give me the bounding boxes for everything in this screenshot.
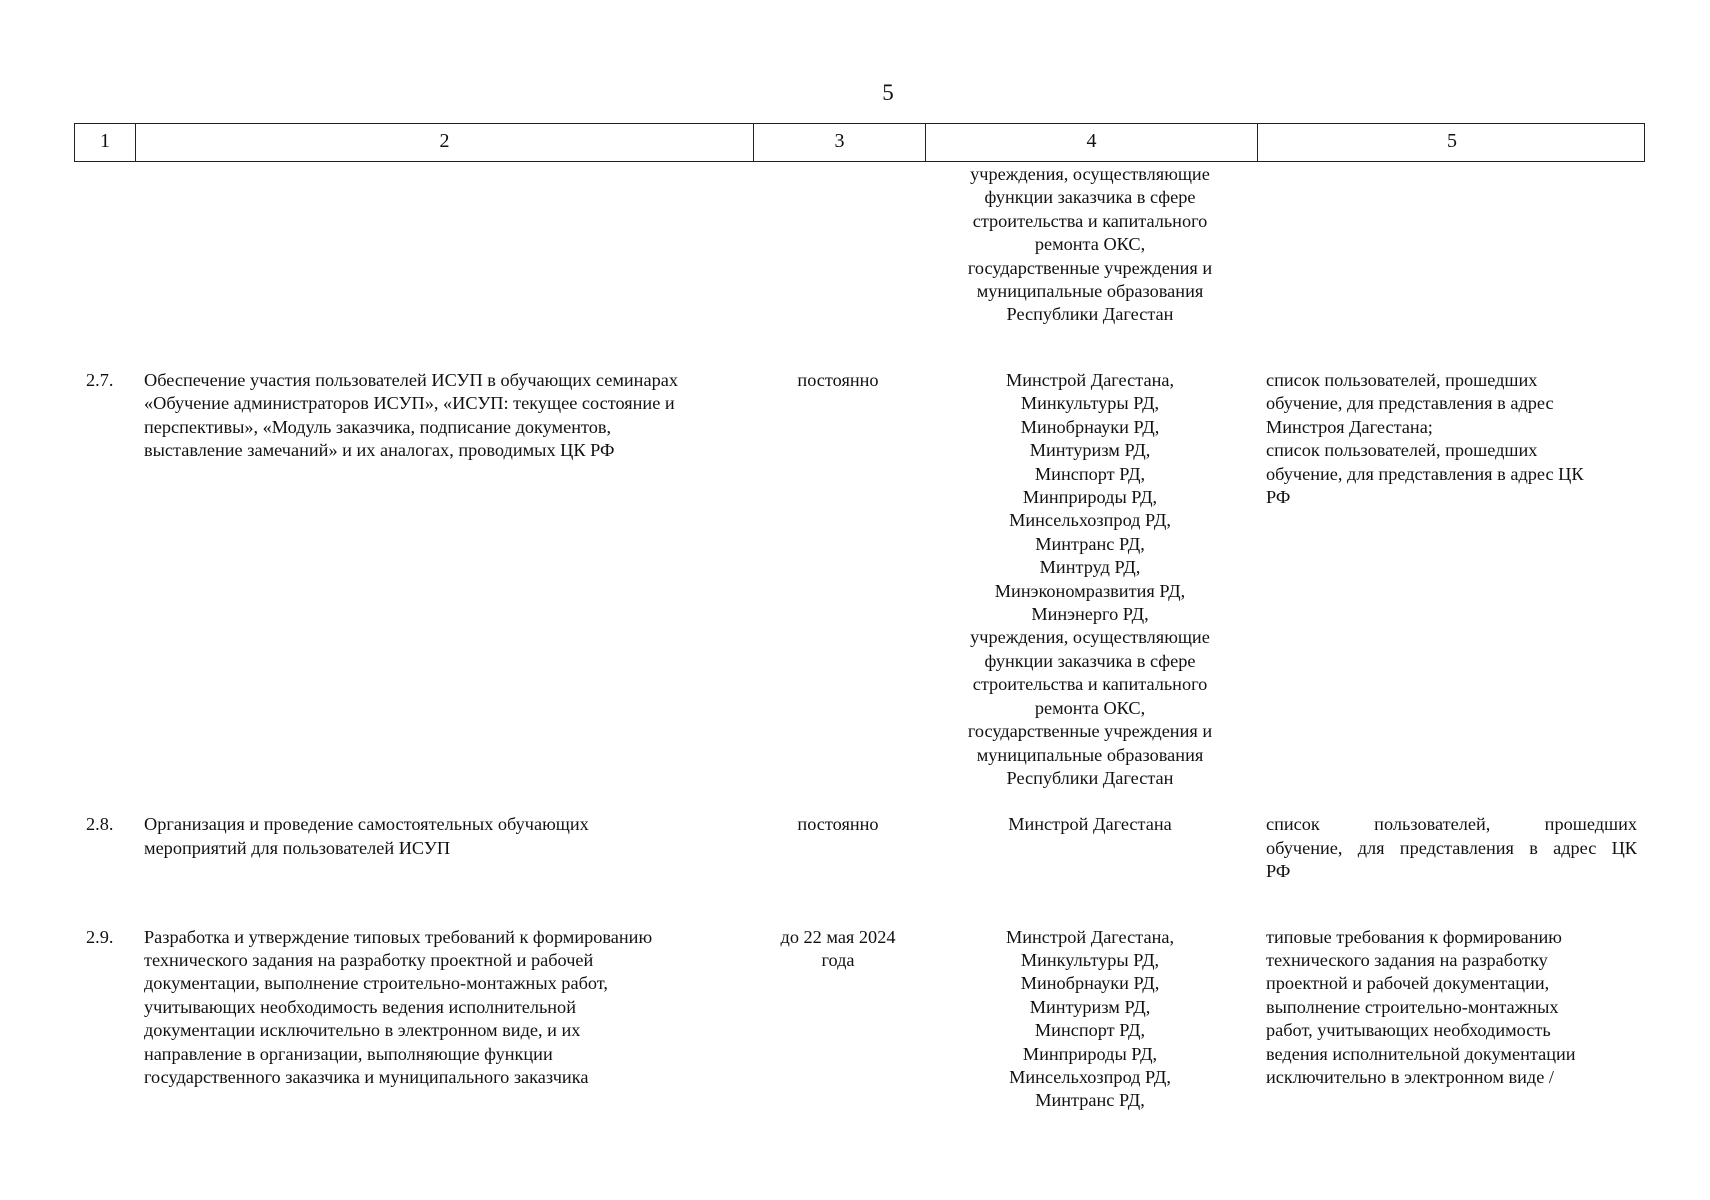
activity-cell xyxy=(134,163,752,345)
executor-line: Минстрой Дагестана xyxy=(1008,814,1172,835)
result-line: обучение, для представления в адрес ЦК xyxy=(1266,463,1584,484)
executor-line: государственные учреждения и xyxy=(967,257,1213,278)
result-line: проектной и рабочей документации, xyxy=(1266,973,1550,994)
executor-line: Минприроды РД, xyxy=(1022,1043,1158,1064)
executor-line: ремонта ОКС, xyxy=(1034,697,1146,718)
deadline-line: постоянно xyxy=(797,814,879,835)
executor-line: Минтруд РД, xyxy=(1039,557,1141,578)
column-header-5: 5 xyxy=(1257,124,1646,161)
column-header-1: 1 xyxy=(100,130,110,152)
activity-line: документации, выполнение строительно-монтажных работ, xyxy=(144,973,608,994)
activity-cell xyxy=(134,369,752,790)
result-cell xyxy=(1256,813,1645,883)
column-header-3: 3 xyxy=(753,124,925,161)
result-line: работ, учитывающих необходимость xyxy=(1266,1020,1551,1041)
executor-line: Минэнерго РД, xyxy=(1031,604,1149,625)
executor-line: Минтранс РД, xyxy=(1035,1090,1145,1111)
activity-line: направление в организации, выполняющие функции xyxy=(144,1043,553,1064)
executor-line: функции заказчика в сфере xyxy=(984,187,1196,208)
executor-line: учреждения, осуществляющие xyxy=(970,627,1210,648)
result-line: обучение, для представления в адрес xyxy=(1266,393,1554,414)
activity-line: Разработка и утверждение типовых требований к формированию xyxy=(144,926,653,947)
executor-line: Минсельхозпрод РД, xyxy=(1009,1066,1171,1087)
executor-line: Минстрой Дагестана, xyxy=(1005,370,1175,390)
executor-line: Минэкономразвития РД, xyxy=(994,580,1186,601)
executor-line: Республики Дагестан xyxy=(1006,304,1174,325)
deadline-cell xyxy=(752,813,924,883)
activity-line: Организация и проведение самостоятельных обучающих xyxy=(144,814,589,835)
executors-cell xyxy=(924,369,1256,790)
deadline-cell xyxy=(752,369,924,790)
result-line: РФ xyxy=(1266,861,1291,882)
executor-line: функции заказчика в сфере xyxy=(984,650,1196,671)
result-line: список пользователей, прошедших xyxy=(1266,814,1637,835)
result-line: ведения исполнительной документации xyxy=(1266,1043,1576,1064)
executor-line: Минспорт РД, xyxy=(1034,1020,1146,1041)
activity-line: государственного заказчика и муниципального заказчика xyxy=(144,1066,589,1087)
executor-line: Минтуризм РД, xyxy=(1029,440,1151,461)
executor-line: Минстрой Дагестана, xyxy=(1005,926,1175,947)
executor-line: учреждения, осуществляющие xyxy=(970,164,1210,184)
table-row-2-8 xyxy=(74,813,1645,883)
table-row-2-9 xyxy=(74,926,1645,1113)
executor-line: Минтуризм РД, xyxy=(1029,996,1151,1017)
executor-line: Минприроды РД, xyxy=(1022,487,1158,508)
executor-line: строительства и капитального xyxy=(972,674,1208,695)
column-header-4: 4 xyxy=(925,124,1257,161)
activity-line: учитывающих необходимость ведения исполнительной xyxy=(144,996,576,1017)
executors-cell xyxy=(924,813,1256,883)
row-number: 2.7. xyxy=(86,370,114,390)
result-line: выполнение строительно-монтажных xyxy=(1266,996,1559,1017)
executors-cell xyxy=(924,926,1256,1113)
executor-line: Минобрнауки РД, xyxy=(1020,973,1160,994)
executor-line: муниципальные образования xyxy=(976,744,1204,765)
deadline-line: до 22 мая 2024 xyxy=(780,926,896,947)
activity-line: перспективы», «Модуль заказчика, подписание документов, xyxy=(144,416,612,437)
result-line: РФ xyxy=(1266,487,1291,508)
result-line: обучение, для представления в адрес ЦК xyxy=(1266,837,1637,858)
result-line: список пользователей, прошедших xyxy=(1266,370,1538,390)
deadline-line: постоянно xyxy=(797,370,879,390)
table-header xyxy=(74,123,1645,162)
row-number: 2.8. xyxy=(86,814,114,835)
result-line: Минстроя Дагестана; xyxy=(1266,416,1433,437)
activity-line: мероприятий для пользователей ИСУП xyxy=(144,837,451,858)
executor-line: строительства и капитального xyxy=(972,210,1208,231)
deadline-cell xyxy=(752,163,924,345)
activity-cell xyxy=(134,926,752,1113)
executor-line: ремонта ОКС, xyxy=(1034,234,1146,255)
result-line: технического задания на разработку xyxy=(1266,949,1548,970)
row-number: 2.9. xyxy=(86,926,114,947)
page-number: 5 xyxy=(882,80,894,105)
executor-line: Минсельхозпрод РД, xyxy=(1009,510,1171,531)
row-number xyxy=(74,163,134,345)
activity-line: выставление замечаний» и их аналогах, проводимых ЦК РФ xyxy=(144,440,615,461)
executor-line: Минобрнауки РД, xyxy=(1020,416,1160,437)
result-cell xyxy=(1256,163,1645,345)
executor-line: муниципальные образования xyxy=(976,281,1204,302)
deadline-line: года xyxy=(821,949,855,970)
executor-line: Минкультуры РД, xyxy=(1020,949,1160,970)
column-header-2: 2 xyxy=(135,124,753,161)
executor-line: Минкультуры РД, xyxy=(1020,393,1160,414)
result-line: список пользователей, прошедших xyxy=(1266,440,1538,461)
table-row-continuation xyxy=(74,163,1645,345)
executor-line: Минспорт РД, xyxy=(1034,463,1146,484)
activity-line: документации исключительно в электронном виде, и их xyxy=(144,1020,581,1041)
result-cell xyxy=(1256,926,1645,1113)
executor-line: Республики Дагестан xyxy=(1006,767,1174,788)
deadline-cell xyxy=(752,926,924,1113)
activity-line: Обеспечение участия пользователей ИСУП в обучающих семинарах xyxy=(144,370,678,390)
activity-cell xyxy=(134,813,752,883)
result-cell xyxy=(1256,369,1645,790)
activity-line: технического задания на разработку проектной и рабочей xyxy=(144,949,594,970)
executor-line: государственные учреждения и xyxy=(967,721,1213,742)
result-line: исключительно в электронном виде / xyxy=(1266,1066,1554,1087)
activity-line: «Обучение администраторов ИСУП», «ИСУП: текущее состояние и xyxy=(144,393,675,414)
executors-cell xyxy=(924,163,1256,345)
table-body xyxy=(74,163,1645,1113)
table-row-2-7 xyxy=(74,369,1645,790)
result-line: типовые требования к формированию xyxy=(1266,926,1562,947)
executor-line: Минтранс РД, xyxy=(1035,533,1145,554)
